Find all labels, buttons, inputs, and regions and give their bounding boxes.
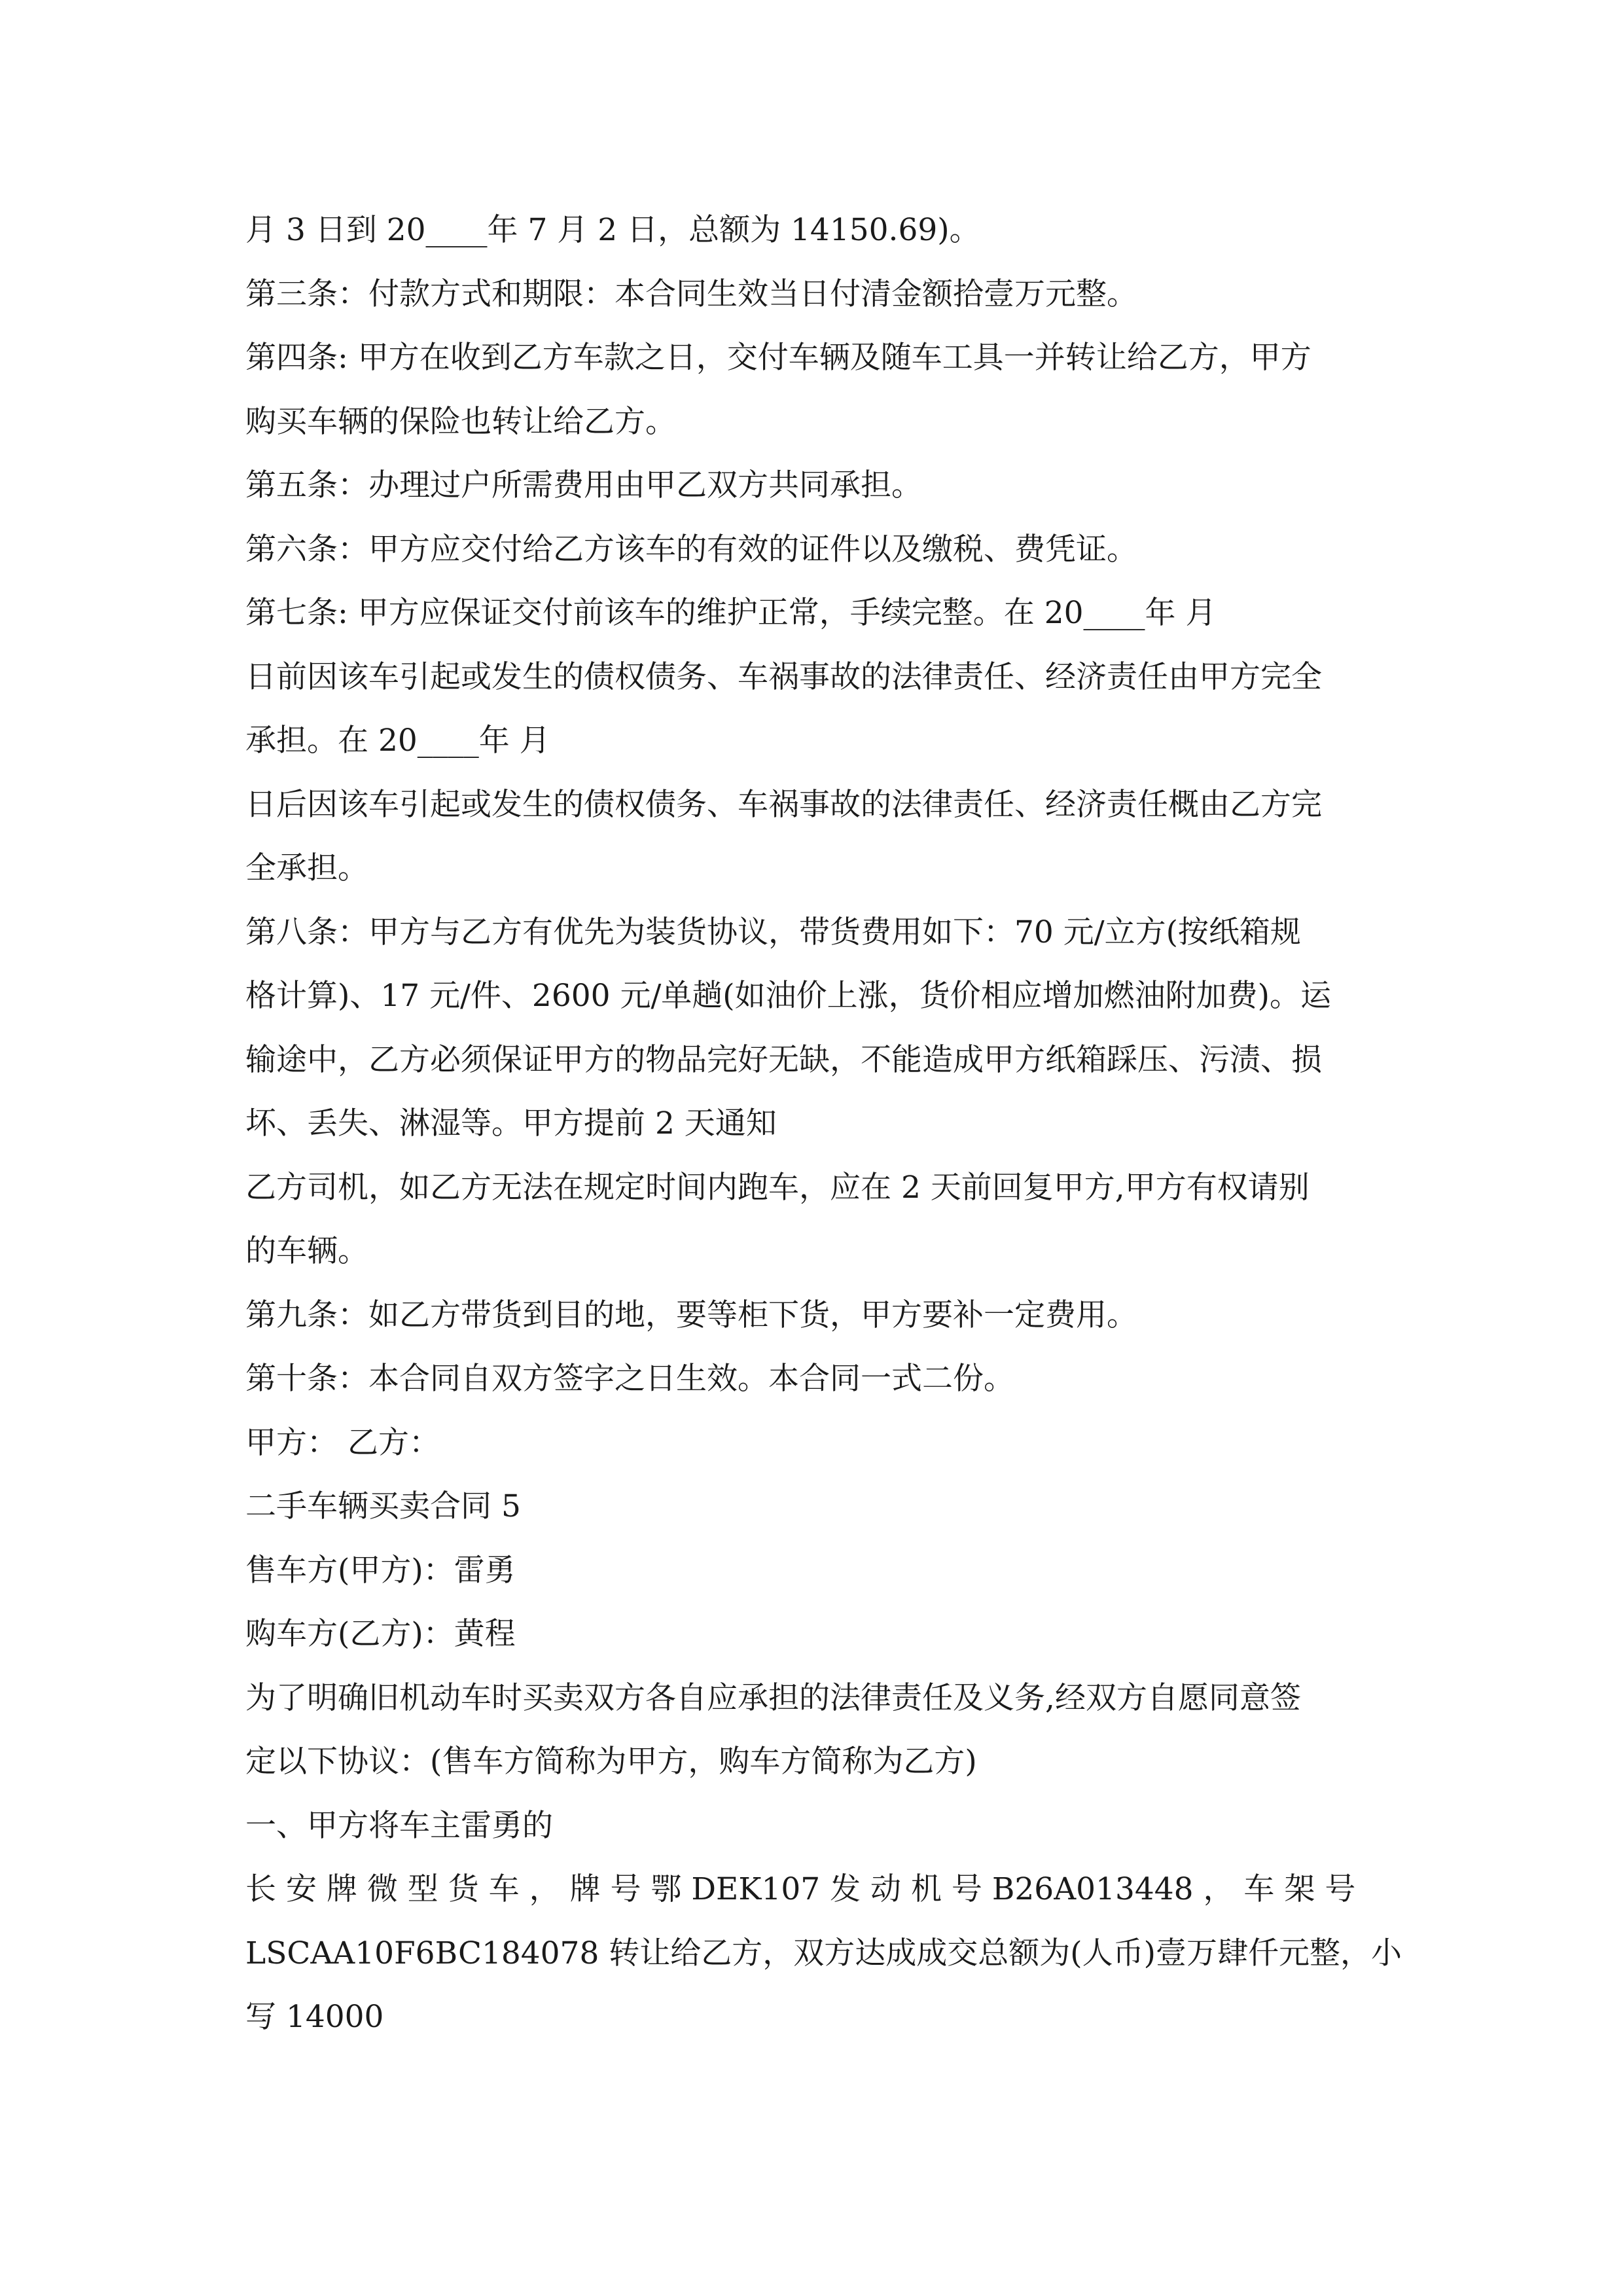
text-line: 第七条: 甲方应保证交付前该车的维护正常，手续完整。在 20____年 月 — [245, 595, 1217, 631]
text-line: 全承担。 — [245, 850, 368, 886]
text-line: 售车方(甲方)：雷勇 — [245, 1552, 516, 1588]
text-line: 输途中，乙方必须保证甲方的物品完好无缺，不能造成甲方纸箱踩压、污渍、损 — [245, 1041, 1322, 1078]
text-line: 日前因该车引起或发生的债权债务、车祸事故的法律责任、经济责任由甲方完全 — [245, 658, 1322, 695]
text-line: 长 安 牌 微 型 货 车 ， 牌 号 鄂 DEK107 发 动 机 号 B26A013448 ， 车 架 号 — [245, 1871, 1356, 1907]
document-body — [245, 198, 1402, 2049]
text-line: 写 14000 — [245, 1999, 384, 2035]
text-line: 第五条：办理过户所需费用由甲乙双方共同承担。 — [245, 467, 922, 503]
text-line: 第九条：如乙方带货到目的地，要等柜下货，甲方要补一定费用。 — [245, 1297, 1137, 1333]
text-line: 定以下协议：(售车方简称为甲方，购车方简称为乙方) — [245, 1744, 977, 1780]
text-line: 第十条：本合同自双方签字之日生效。本合同一式二份。 — [245, 1361, 1014, 1397]
text-line: 一、甲方将车主雷勇的 — [245, 1807, 553, 1844]
text-line: 的车辆。 — [245, 1233, 368, 1269]
text-line: 格计算)、17 元/件、2600 元/单趟(如油价上涨，货价相应增加燃油附加费)。运 — [245, 978, 1331, 1014]
text-line: 甲方： 乙方： — [245, 1424, 440, 1461]
text-line: 购买车辆的保险也转让给乙方。 — [245, 403, 676, 440]
section-title: 二手车辆买卖合同 5 — [245, 1488, 521, 1524]
text-line: LSCAA10F6BC184078 转让给乙方，双方达成成交总额为(人币)壹万肆仟元整，小 — [245, 1935, 1402, 1971]
text-line: 购车方(乙方)：黄程 — [245, 1616, 516, 1652]
text-line: 为了明确旧机动车时买卖双方各自应承担的法律责任及义务,经双方自愿同意签 — [245, 1679, 1301, 1716]
text-line: 坏、丢失、淋湿等。甲方提前 2 天通知 — [245, 1105, 777, 1141]
text-line: 日后因该车引起或发生的债权债务、车祸事故的法律责任、经济责任概由乙方完 — [245, 786, 1322, 823]
text-line: 第三条：付款方式和期限：本合同生效当日付清金额拾壹万元整。 — [245, 276, 1137, 312]
text-line: 月 3 日到 20____年 7 月 2 日，总额为 14150.69)。 — [245, 212, 980, 248]
text-line: 第六条：甲方应交付给乙方该车的有效的证件以及缴税、费凭证。 — [245, 531, 1137, 567]
text-line: 第八条：甲方与乙方有优先为装货协议，带货费用如下：70 元/立方(按纸箱规 — [245, 914, 1301, 950]
text-line: 承担。在 20____年 月 — [245, 723, 550, 759]
text-line: 乙方司机，如乙方无法在规定时间内跑车，应在 2 天前回复甲方,甲方有权请别 — [245, 1169, 1310, 1206]
text-line: 第四条: 甲方在收到乙方车款之日，交付车辆及随车工具一并转让给乙方，甲方 — [245, 340, 1311, 376]
